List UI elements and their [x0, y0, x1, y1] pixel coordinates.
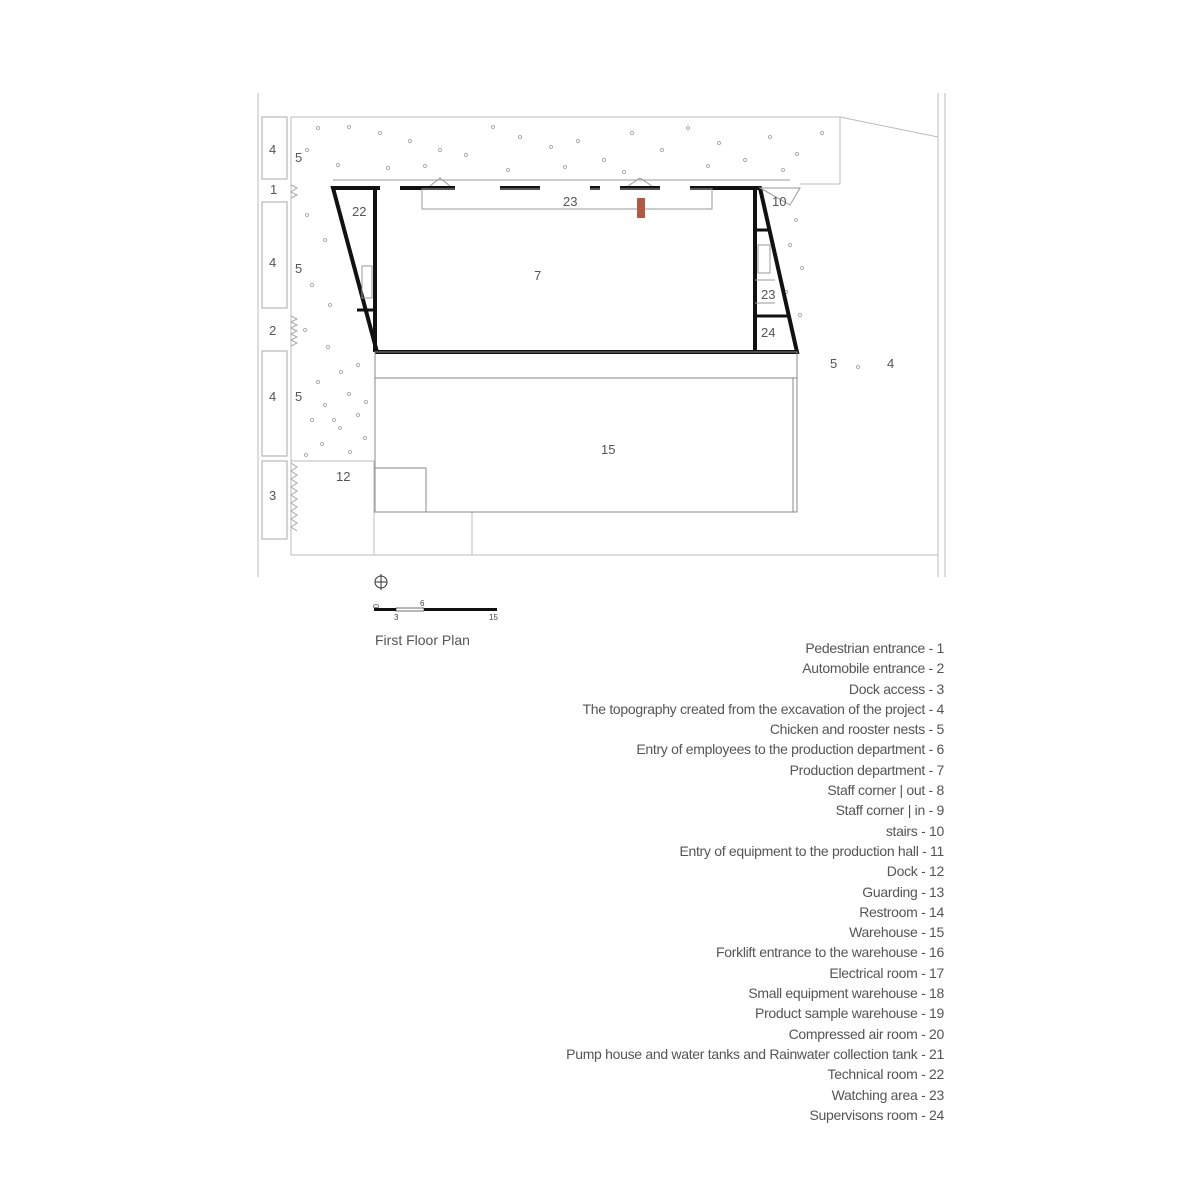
- production-building: [333, 188, 797, 352]
- legend-item: Compressed air room - 20: [788, 1025, 944, 1042]
- label-topography-east: 4: [887, 356, 895, 371]
- label-warehouse: 15: [601, 442, 616, 457]
- legend-item: The topography created from the excavation of the project - 4: [582, 700, 944, 717]
- label-supervisors-room: 24: [761, 325, 776, 340]
- label-technical-room: 22: [352, 204, 367, 219]
- legend-item: Pedestrian entrance - 1: [805, 640, 944, 656]
- legend-item: Guarding - 13: [862, 883, 944, 900]
- label-nest-3: 5: [295, 389, 303, 404]
- boundary-wall-segments: [262, 117, 297, 539]
- legend-item: Dock access - 3: [848, 680, 944, 697]
- site-outline: [258, 93, 945, 577]
- legend-item: Production department - 7: [789, 761, 944, 778]
- legend-item: Supervisons room - 24: [809, 1106, 944, 1123]
- legend-item: Entry of equipment to the production hall - 11: [679, 842, 944, 859]
- legend-item: Restroom - 14: [859, 903, 944, 920]
- label-nest-east: 5: [830, 356, 838, 371]
- scale-tick-15: 15: [489, 613, 498, 622]
- legend-item: Warehouse - 15: [849, 924, 944, 941]
- legend-item: Staff corner | out - 8: [827, 782, 944, 799]
- legend-item: stairs - 10: [885, 822, 944, 839]
- legend-item: Automobile entrance - 2: [802, 660, 944, 677]
- legend-item: Pump house and water tanks and Rainwater collection tank - 21: [566, 1045, 944, 1062]
- room-labels: [269, 142, 894, 503]
- legend-item: Watching area - 23: [831, 1086, 944, 1103]
- label-stairs: 10: [772, 194, 787, 209]
- label-watching-area-side: 23: [761, 287, 776, 302]
- label-watching-area-top: 23: [563, 194, 578, 209]
- legend-item: Technical room - 22: [827, 1066, 944, 1083]
- legend-item: Electrical room - 17: [829, 964, 944, 981]
- label-topography-3: 4: [269, 389, 277, 404]
- legend-item: Entry of employees to the production department - 6: [636, 741, 944, 758]
- legend-item: Forklift entrance to the warehouse - 16: [716, 944, 944, 961]
- label-topography-2: 4: [269, 255, 277, 270]
- label-topography-1: 4: [269, 142, 277, 157]
- legend-item: Chicken and rooster nests - 5: [769, 721, 944, 738]
- scale-tick-3: 3: [394, 613, 399, 622]
- red-marker-column: [637, 198, 645, 218]
- label-nest-2: 5: [295, 261, 303, 276]
- legend-item: Small equipment warehouse - 18: [748, 985, 944, 1002]
- label-dock-access: 3: [269, 488, 277, 503]
- label-pedestrian-entrance: 1: [270, 182, 278, 197]
- label-production-department: 7: [534, 268, 542, 283]
- north-arrow-icon: [375, 574, 387, 590]
- label-automobile-entrance: 2: [269, 323, 277, 338]
- nest-dots: [304, 126, 860, 457]
- scale-tick-0: 0: [371, 604, 380, 609]
- legend-item: Product sample warehouse - 19: [755, 1005, 944, 1022]
- legend-list: [566, 638, 944, 1125]
- scale-tick-6: 6: [420, 599, 425, 608]
- label-nest-1: 5: [295, 150, 303, 165]
- warehouse-building: [375, 352, 797, 512]
- scale-bar: [371, 599, 498, 622]
- legend-item: Staff corner | in - 9: [835, 802, 944, 819]
- legend-item: Dock - 12: [886, 863, 944, 880]
- plan-title: First Floor Plan: [375, 632, 470, 648]
- label-dock: 12: [336, 469, 351, 484]
